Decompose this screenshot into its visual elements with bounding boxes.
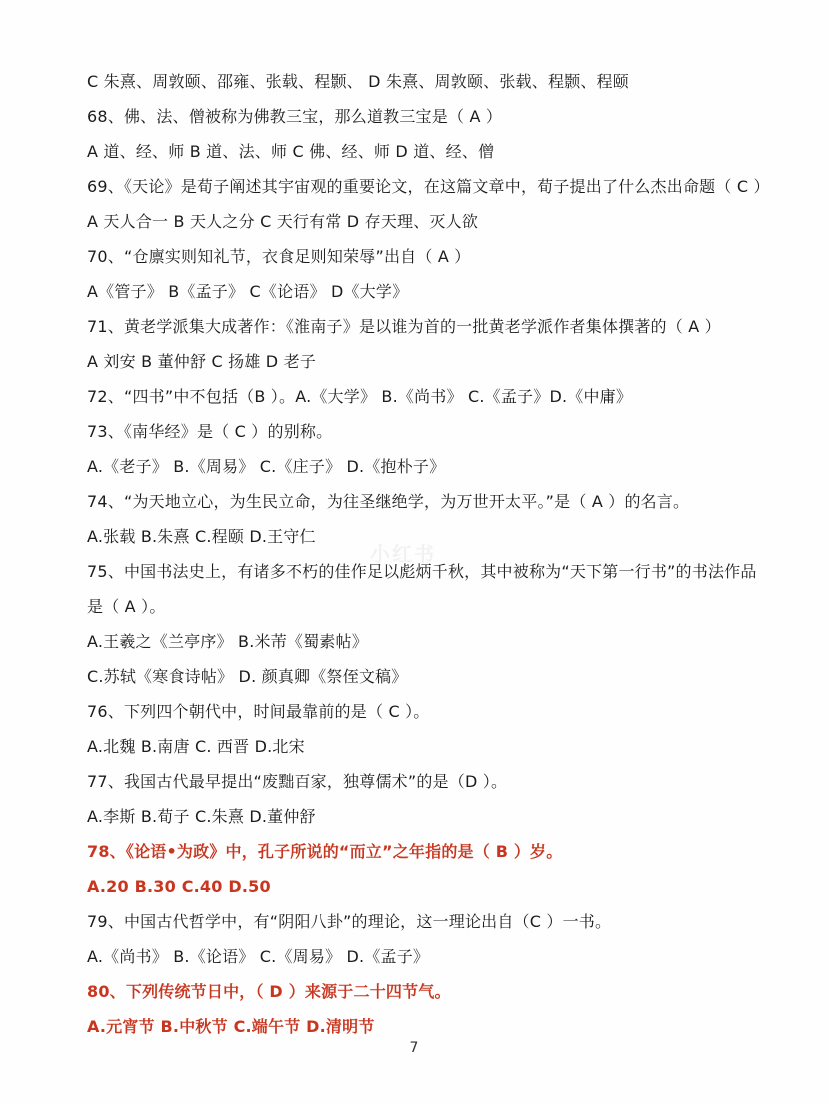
question-line: A.《尚书》 B.《论语》 C.《周易》 D.《孟子》 xyxy=(87,947,430,966)
question-line: 70、“仓廪实则知礼节，衣食足则知荣辱”出自（ A ） xyxy=(87,247,471,266)
question-line: A.北魏 B.南唐 C. 西晋 D.北宋 xyxy=(87,737,305,756)
question-line: A.李斯 B.荀子 C.朱熹 D.董仲舒 xyxy=(87,807,316,826)
question-line: A.20 B.30 C.40 D.50 xyxy=(87,877,271,896)
question-line: 74、“为天地立心，为生民立命，为往圣继绝学，为万世开太平。”是（ A ）的名言。 xyxy=(87,492,690,511)
question-line: 76、下列四个朝代中，时间最靠前的是（ C ）。 xyxy=(87,702,430,721)
question-line: 72、“四书”中不包括（B ）。A.《大学》 B.《尚书》 C.《孟子》D.《中庸》 xyxy=(87,387,633,406)
question-line: 69、《天论》是荀子阐述其宇宙观的重要论文，在这篇文章中，荀子提出了什么杰出命题（ C ） xyxy=(87,177,770,196)
question-line: A 天人合一 B 天人之分 C 天行有常 D 存天理、灭人欲 xyxy=(87,212,479,231)
question-line: C 朱熹、周敦颐、邵雍、张载、程颢、 D 朱熹、周敦颐、张载、程颢、程颐 xyxy=(87,72,629,91)
question-line: 78、《论语•为政》中，孔子所说的“而立”之年指的是（ B ）岁。 xyxy=(87,842,563,861)
question-line: A 刘安 B 董仲舒 C 扬雄 D 老子 xyxy=(87,352,317,371)
question-line: 68、佛、法、僧被称为佛教三宝，那么道教三宝是（ A ） xyxy=(87,107,503,126)
question-line: 73、《南华经》是（ C ）的别称。 xyxy=(87,422,333,441)
question-line: 79、中国古代哲学中，有“阴阳八卦”的理论，这一理论出自（C ）一书。 xyxy=(87,912,612,931)
question-line: 80、下列传统节日中，（ D ）来源于二十四节气。 xyxy=(87,982,451,1001)
watermark: 小红书 xyxy=(370,542,436,566)
question-line: A 道、经、师 B 道、法、师 C 佛、经、师 D 道、经、僧 xyxy=(87,142,495,161)
question-line: A.张载 B.朱熹 C.程颐 D.王守仁 xyxy=(87,527,316,546)
question-line: 是（ A ）。 xyxy=(87,597,166,616)
question-line: A.元宵节 B.中秋节 C.端午节 D.清明节 xyxy=(87,1017,375,1036)
question-line: A.王羲之《兰亭序》 B.米芾《蜀素帖》 xyxy=(87,632,368,651)
question-line: C.苏轼《寒食诗帖》 D. 颜真卿《祭侄文稿》 xyxy=(87,667,408,686)
question-line: 71、黄老学派集大成著作：《淮南子》是以谁为首的一批黄老学派作者集体撰著的（ A ） xyxy=(87,317,721,336)
question-line: A.《老子》 B.《周易》 C.《庄子》 D.《抱朴子》 xyxy=(87,457,446,476)
question-line: 77、我国古代最早提出“废黜百家，独尊儒术”的是（D ）。 xyxy=(87,772,508,791)
question-line: 75、中国书法史上，有诸多不朽的佳作足以彪炳千秋，其中被称为“天下第一行书”的书法作品 xyxy=(87,562,757,581)
question-line: A《管子》 B《孟子》 C《论语》 D《大学》 xyxy=(87,282,409,301)
question-list xyxy=(87,64,787,1044)
page-number: 7 xyxy=(409,1040,419,1056)
